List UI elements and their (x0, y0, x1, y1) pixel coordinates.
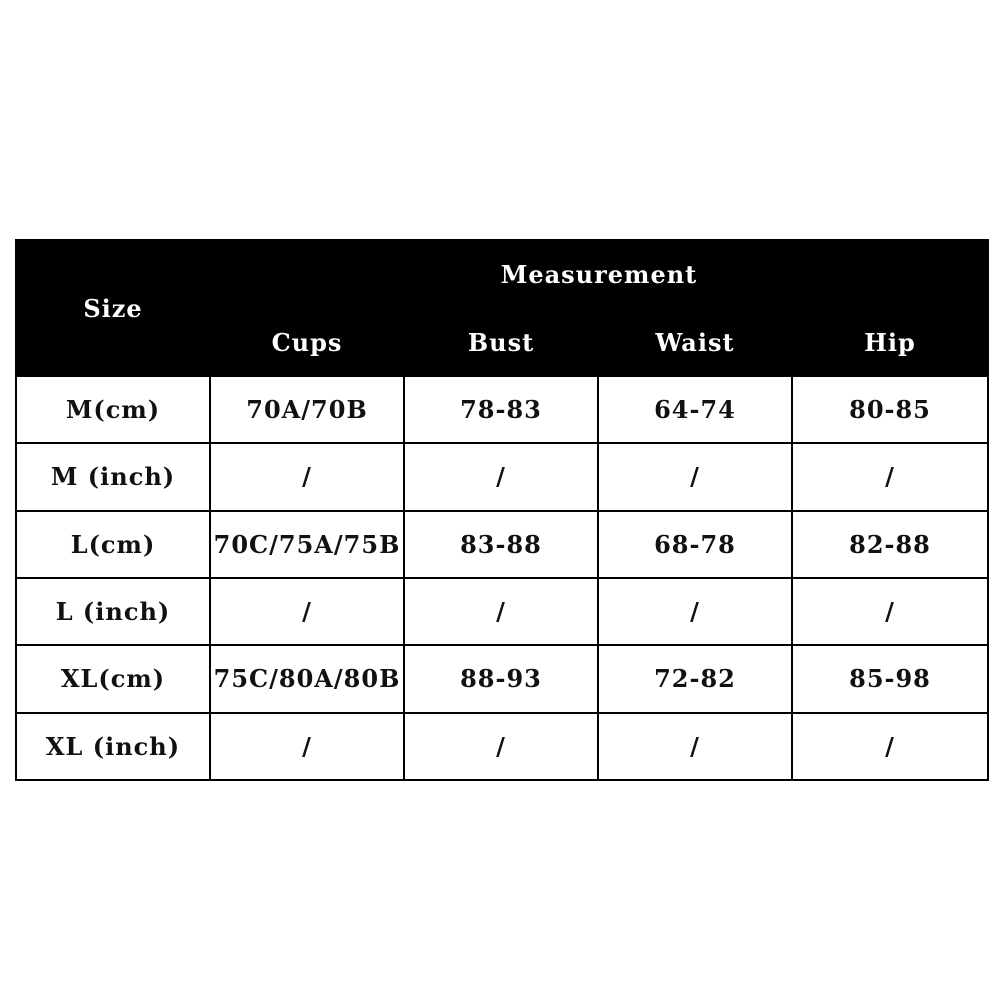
table-row (16, 443, 988, 510)
bust-cell: / (404, 443, 598, 510)
hip-cell: 80-85 (792, 376, 988, 443)
hip-cell: / (792, 578, 988, 645)
cups-cell: 75C/80A/80B (210, 645, 404, 712)
cups-cell: / (210, 443, 404, 510)
waist-cell: / (598, 578, 792, 645)
table-header (16, 240, 988, 376)
waist-cell: / (598, 713, 792, 780)
column-header-waist: Waist (598, 308, 792, 376)
waist-cell: / (598, 443, 792, 510)
size-cell: M(cm) (16, 376, 210, 443)
bust-cell: 78-83 (404, 376, 598, 443)
waist-cell: 68-78 (598, 511, 792, 578)
bust-cell: 83-88 (404, 511, 598, 578)
size-cell: L (inch) (16, 578, 210, 645)
table-row (16, 376, 988, 443)
table-row (16, 713, 988, 780)
table-row (16, 578, 988, 645)
hip-cell: 82-88 (792, 511, 988, 578)
size-cell: XL(cm) (16, 645, 210, 712)
table-row (16, 511, 988, 578)
bust-cell: / (404, 713, 598, 780)
size-chart-table (15, 239, 989, 781)
size-header: Size (16, 240, 210, 376)
bust-cell: 88-93 (404, 645, 598, 712)
hip-cell: 85-98 (792, 645, 988, 712)
measurement-header: Measurement (210, 240, 988, 308)
column-header-cups: Cups (210, 308, 404, 376)
hip-cell: / (792, 443, 988, 510)
waist-cell: 64-74 (598, 376, 792, 443)
waist-cell: 72-82 (598, 645, 792, 712)
bust-cell: / (404, 578, 598, 645)
size-cell: XL (inch) (16, 713, 210, 780)
cups-cell: / (210, 578, 404, 645)
size-cell: M (inch) (16, 443, 210, 510)
cups-cell: 70C/75A/75B (210, 511, 404, 578)
header-group-row (16, 240, 988, 308)
cups-cell: / (210, 713, 404, 780)
cups-cell: 70A/70B (210, 376, 404, 443)
table-body (16, 376, 988, 780)
size-cell: L(cm) (16, 511, 210, 578)
table-row (16, 645, 988, 712)
column-header-bust: Bust (404, 308, 598, 376)
column-header-hip: Hip (792, 308, 988, 376)
hip-cell: / (792, 713, 988, 780)
